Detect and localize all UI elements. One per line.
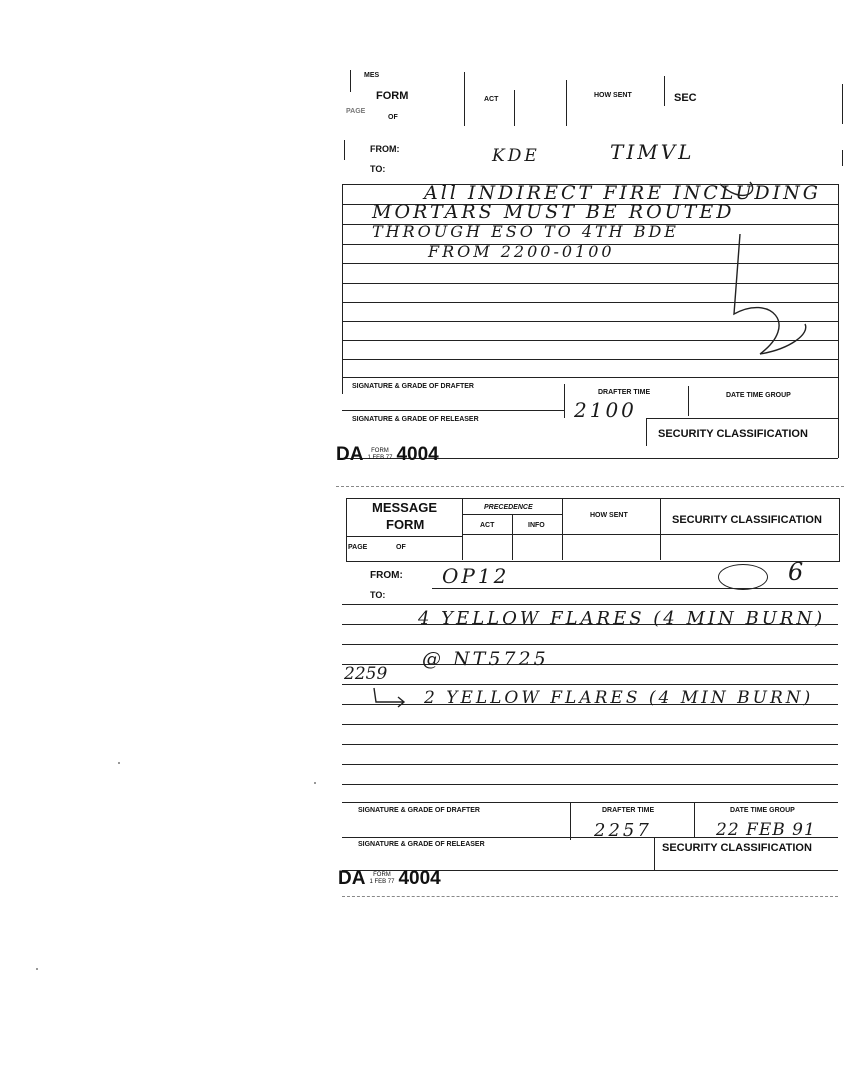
sig-divider-3 (654, 837, 655, 871)
signature-top-line (342, 802, 838, 803)
body-right-border (838, 184, 839, 394)
from-underline (432, 588, 838, 589)
circled-value: 6 (788, 558, 807, 586)
form-date-block (367, 448, 392, 462)
security-classification-label: SECURITY CLASSIFICATION (662, 842, 812, 854)
sig-divider-2 (694, 802, 695, 838)
to-label: TO: (370, 590, 386, 600)
da-label: DA (336, 444, 364, 465)
to-handwriting: TIMVL (610, 140, 695, 164)
form-number: 4004 (398, 868, 441, 889)
ruled-line (342, 724, 838, 725)
from-right-border (842, 150, 843, 166)
message-line-2: MORTARS MUST BE ROUTED (372, 201, 735, 223)
signature-top-line (342, 377, 838, 378)
header-mid-line (462, 534, 838, 535)
ruled-line (342, 604, 838, 605)
message-line-3: THROUGH ESO TO 4TH BDE (372, 222, 679, 241)
form-title-line2: FORM (386, 517, 425, 532)
form-title-line1: MES (364, 72, 380, 79)
form-date: 1 FEB 77 (367, 454, 393, 461)
act-label: ACT (484, 96, 499, 103)
scan-speck (314, 782, 316, 784)
sig-right-border (838, 384, 839, 458)
signature-drafter-label: SIGNATURE & GRADE OF DRAFTER (358, 807, 480, 814)
arrow-mark (370, 686, 410, 710)
of-label: OF (388, 114, 398, 121)
signature-mid-line-right (646, 418, 838, 419)
header-divider-4 (664, 76, 665, 106)
date-time-group-value: 22 FEB 91 (716, 820, 816, 840)
top-message-form (336, 64, 838, 465)
header-right-border (842, 84, 843, 124)
from-handwriting: KDE (492, 146, 540, 166)
signature-drafter-label: SIGNATURE & GRADE OF DRAFTER (352, 383, 474, 390)
message-line-4: FROM 2200-0100 (428, 242, 615, 261)
page-row-line (346, 536, 462, 537)
how-sent-label: HOW SENT (594, 92, 632, 99)
scan-speck (118, 762, 120, 764)
form-title-line1: MESSAGE (372, 500, 438, 515)
ruled-line (342, 664, 838, 665)
drafter-time-value: 2257 (594, 820, 652, 841)
form-date: 1 FEB 77 (369, 878, 395, 885)
message-line-3: 2 YELLOW FLARES (4 MIN BURN) (424, 688, 814, 708)
form-title-line2: FORM (376, 90, 409, 102)
form-number: 4004 (396, 444, 439, 465)
ruled-line (342, 744, 838, 745)
header-divider-3 (562, 498, 563, 560)
ruled-line (342, 784, 838, 785)
precedence-label: PRECEDENCE (484, 504, 533, 511)
signature-releaser-label: SIGNATURE & GRADE OF RELEASER (358, 841, 485, 848)
act-label: ACT (480, 522, 495, 529)
ruled-line (342, 644, 838, 645)
info-label: INFO (528, 522, 545, 529)
form-footer (338, 868, 441, 890)
sig-divider-2 (688, 386, 689, 416)
margin-time: 2259 (344, 664, 388, 684)
drafter-time-label: DRAFTER TIME (602, 807, 655, 814)
header-divider-2 (514, 90, 515, 126)
header-divider-1 (462, 498, 463, 560)
drafter-time-value: 2100 (574, 398, 637, 422)
to-label: TO: (370, 164, 386, 174)
message-line-2: @ NT5725 (422, 648, 549, 670)
from-label: FROM: (370, 144, 400, 154)
message-line-1: All INDIRECT FIRE INCLUDING (424, 182, 821, 204)
scan-speck (36, 968, 38, 970)
form-word: FORM (371, 447, 389, 454)
sig-divider-1 (564, 384, 565, 418)
signature-mid-line (342, 837, 838, 838)
how-sent-label: HOW SENT (590, 512, 628, 519)
scan-edge-line (336, 486, 844, 487)
header-divider-4 (660, 498, 661, 560)
bottom-message-form (338, 494, 838, 902)
date-time-group-label: DATE TIME GROUP (726, 392, 791, 399)
message-line-1: 4 YELLOW FLARES (4 MIN BURN) (418, 608, 826, 629)
header-divider-2 (512, 514, 513, 560)
header-divider-3 (566, 80, 567, 126)
form-footer (336, 444, 439, 466)
sig-divider-3 (646, 418, 647, 446)
security-label: SECURITY CLASSIFICATION (672, 514, 822, 526)
header-left-border (350, 70, 351, 92)
of-label: OF (396, 544, 406, 551)
from-handwriting: OP12 (442, 564, 510, 588)
sig-divider-1 (570, 802, 571, 840)
drafter-time-label: DRAFTER TIME (598, 389, 651, 396)
ruled-line (342, 684, 838, 685)
form-date-block (369, 872, 394, 886)
from-label: FROM: (370, 570, 403, 581)
header-divider-1 (464, 72, 465, 126)
signature-mid-line (342, 410, 564, 411)
page-label: PAGE (346, 108, 366, 115)
form-word: FORM (373, 871, 391, 878)
from-left-border (344, 140, 345, 160)
da-label: DA (338, 868, 366, 889)
ruled-line (342, 764, 838, 765)
scan-bottom-edge (342, 896, 838, 897)
circled-mark (718, 564, 768, 590)
date-time-group-label: DATE TIME GROUP (730, 807, 795, 814)
page-label: PAGE (348, 544, 368, 551)
security-label: SEC (674, 92, 697, 104)
handwritten-scribble-mark (710, 174, 830, 364)
security-classification-label: SECURITY CLASSIFICATION (658, 428, 808, 440)
body-left-border (342, 184, 343, 394)
signature-releaser-label: SIGNATURE & GRADE OF RELEASER (352, 416, 479, 423)
